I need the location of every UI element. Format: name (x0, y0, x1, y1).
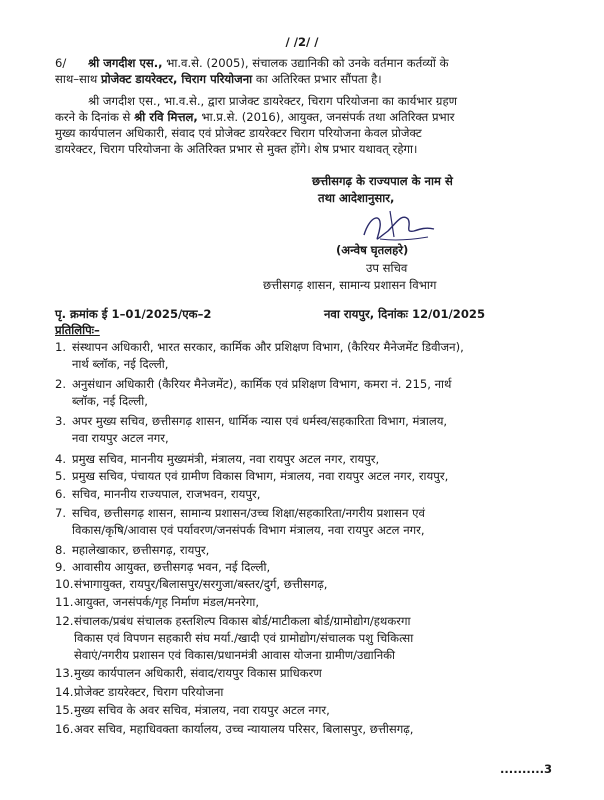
copy-item-line: संस्थापन अधिकारी, भारत सरकार, कार्मिक और प्रशिक्षण विभाग, (कैरियर मैनेजमेंट डिवीजन), (72, 340, 464, 354)
copy-to-heading: प्रतिलिपिः– (55, 323, 100, 337)
copy-item-number: 13. (55, 666, 74, 680)
copy-item-line: संचालक/प्रबंध संचालक हस्तशिल्प विकास बोर्ड/माटीकला बोर्ड/ग्रामोद्योग/हथकरगा (74, 614, 411, 628)
relieved-officer-name: श्री रवि मित्तल, (134, 110, 198, 124)
copy-item-number: 8. (55, 543, 67, 557)
para2-line2: करने के दिनांक से श्री रवि मित्तल, भा.प्र.से. (2016), आयुक्त, जनसंपर्क तथा अतिरिक्त प्रभार (55, 110, 455, 124)
para-number: 6/ (55, 56, 67, 70)
copy-item-line: अपर मुख्य सचिव, छत्तीसगढ़ शासन, धार्मिक न्यास एवं धर्मस्व/सहकारिता विभाग, मंत्रालय, (72, 414, 448, 428)
copy-item-line: सेवाएं/नगरीय प्रशासन एवं विकास/प्रधानमंत्री आवास योजना ग्रामीण/उद्यानिकी (74, 648, 396, 662)
para2-line1: श्री जगदीश एस., भा.व.से., द्वारा प्राजेक्ट डायरेक्टर, चिराग परियोजना का कार्यभार ग्रहण (88, 94, 458, 108)
place-date: नवा रायपुर, दिनांकः 12/01/2025 (324, 307, 486, 321)
para1-line2: साथ–साथ प्रोजेक्ट डायरेक्टर, चिराग परियोजना का अतिरिक्त प्रभार सौंपता है। (55, 72, 382, 86)
officer-name: श्री जगदीश एस., (88, 56, 163, 70)
copy-item-line: सचिव, माननीय राज्यपाल, राजभवन, रायपुर, (72, 487, 261, 501)
charge-title: प्रोजेक्ट डायरेक्टर, चिराग परियोजना (100, 72, 253, 86)
copy-item-line: नार्थ ब्लॉक, नई दिल्ली, (72, 357, 169, 371)
copy-item-line: महालेखाकार, छत्तीसगढ़, रायपुर, (72, 543, 210, 557)
continuation-marker: ..........3 (500, 762, 553, 776)
copy-item-number: 2. (55, 377, 67, 391)
signatory-designation: उप सचिव (366, 261, 408, 275)
copy-item-number: 7. (55, 506, 67, 520)
signature-image (350, 205, 440, 247)
copy-item-number: 4. (55, 452, 67, 466)
copy-item-line: प्रमुख सचिव, पंचायत एवं ग्रामीण विकास विभाग, मंत्रालय, नवा रायपुर अटल नगर, रायपुर, (72, 469, 449, 483)
copy-item-line: ब्लॉक, नई दिल्ली, (72, 394, 148, 408)
signatory-name: (अन्वेष घृतलहरे) (336, 243, 409, 257)
copy-item-number: 15. (55, 703, 74, 717)
copy-item-line: मुख्य सचिव के अवर सचिव, मंत्रालय, नवा रायपुर अटल नगर, (74, 703, 330, 717)
copy-item-number: 1. (55, 340, 67, 354)
para2-line4: डायरेक्टर, चिराग परियोजना के अतिरिक्त प्रभार से मुक्त होंगे। शेष प्रभार यथावत् रहेगा। (55, 142, 418, 156)
copy-item-number: 16. (55, 722, 74, 736)
copy-item-line: आवासीय आयुक्त, छत्तीसगढ़ भवन, नई दिल्ली, (72, 560, 271, 574)
signatory-department: छत्तीसगढ़ शासन, सामान्य प्रशासन विभाग (263, 278, 437, 292)
reference-number: पृ. क्रमांक ई 1–01/2025/एक–2 (55, 307, 212, 321)
copy-item-number: 5. (55, 469, 67, 483)
copy-item-line: संभागायुक्त, रायपुर/बिलासपुर/सरगुजा/बस्तर/दुर्ग, छत्तीसगढ़, (74, 577, 328, 591)
copy-item-number: 6. (55, 487, 67, 501)
copy-item-number: 12. (55, 614, 74, 628)
order-line2: तथा आदेशानुसार, (318, 191, 395, 205)
copy-item-line: विकास/कृषि/आवास एवं पर्यावरण/जनसंपर्क विभाग मंत्रालय, नवा रायपुर अटल नगर, (72, 523, 425, 537)
copy-item-line: अनुसंधान अधिकारी (कैरियर मैनेजमेंट), कार्मिक एवं प्रशिक्षण विभाग, कमरा नं. 215, नार्थ (72, 377, 452, 391)
order-line1: छत्तीसगढ़ के राज्यपाल के नाम से (312, 174, 453, 188)
para2-line3: मुख्य कार्यपालन अधिकारी, संवाद एवं प्रोजेक्ट डायरेक्टर चिराग परियोजना केवल प्रोजेक्ट (55, 126, 422, 140)
copy-item-number: 3. (55, 414, 67, 428)
copy-item-line: विकास एवं विपणन सहकारी संघ मर्या./खादी एवं ग्रामोद्योग/संचालक पशु चिकित्सा (74, 631, 414, 645)
page-number: / /2/ / (285, 35, 319, 49)
copy-item-line: नवा रायपुर अटल नगर, (72, 431, 169, 445)
copy-item-line: प्रमुख सचिव, माननीय मुख्यमंत्री, मंत्रालय, नवा रायपुर अटल नगर, रायपुर, (72, 452, 380, 466)
copy-item-line: अवर सचिव, महाधिवक्ता कार्यालय, उच्च न्यायालय परिसर, बिलासपुर, छत्तीसगढ़, (74, 722, 414, 736)
copy-item-line: सचिव, छत्तीसगढ़ शासन, सामान्य प्रशासन/उच्च शिक्षा/सहकारिता/नगरीय प्रशासन एवं (72, 506, 425, 520)
copy-item-line: प्रोजेक्ट डायरेक्टर, चिराग परियोजना (74, 685, 224, 699)
copy-item-number: 10. (55, 577, 74, 591)
copy-item-number: 11. (55, 595, 74, 609)
copy-item-line: मुख्य कार्यपालन अधिकारी, संवाद/रायपुर विकास प्राधिकरण (74, 666, 322, 680)
copy-item-number: 9. (55, 560, 67, 574)
copy-item-number: 14. (55, 685, 74, 699)
copy-item-line: आयुक्त, जनसंपर्क/गृह निर्माण मंडल/मनरेगा, (74, 595, 260, 609)
para1-line1: श्री जगदीश एस., भा.व.से. (2005), संचालक उद्यानिकी को उनके वर्तमान कर्तव्यों के (88, 56, 449, 70)
